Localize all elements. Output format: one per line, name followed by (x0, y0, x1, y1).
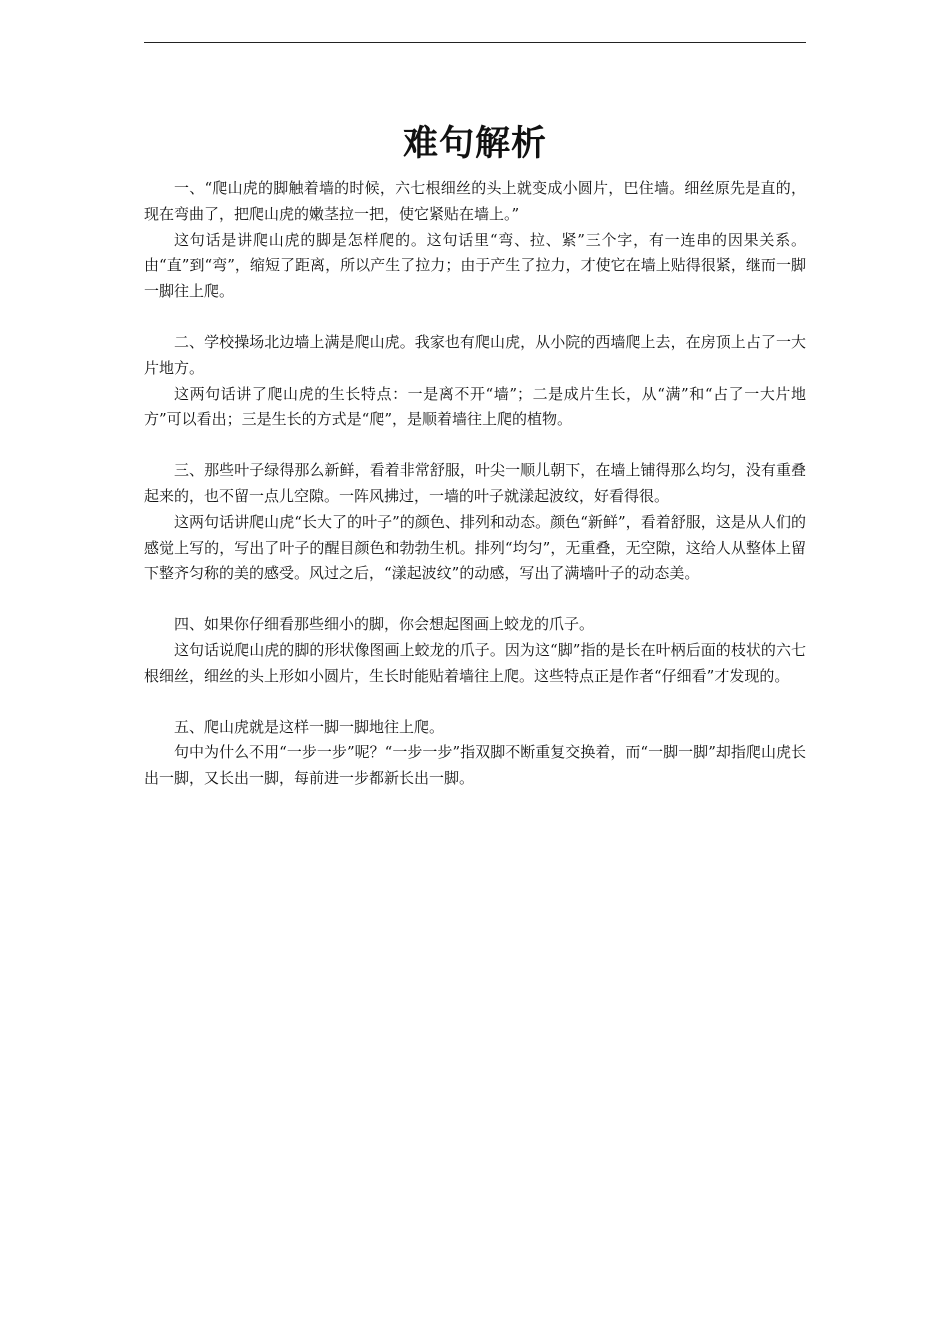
page-title: 难句解析 (402, 124, 547, 164)
section-analysis: 这两句话讲爬山虎“长大了的叶子”的颜色、排列和动态。颜色“新鲜”，看着舒服，这是从人们的感觉上写的，写出了叶子的醒目颜色和勃勃生机。排列“均匀”，无重叠，无空隙，这给人从整体上留下整齐匀称的美的感受。风过之后，“漾起波纹”的动感，写出了满墙叶子的动态美。 (144, 512, 806, 583)
section-analysis: 这句话是讲爬山虎的脚是怎样爬的。这句话里“弯、拉、紧”三个字，有一连串的因果关系。由“直”到“弯”，缩短了距离，所以产生了拉力；由于产生了拉力，才使它在墙上贴得很紧，继而一脚一脚往上爬。 (144, 230, 806, 301)
section-analysis: 这句话说爬山虎的脚的形状像图画上蛟龙的爪子。因为这“脚”指的是长在叶柄后面的枝状的六七根细丝，细丝的头上形如小圆片，生长时能贴着墙往上爬。这些特点正是作者“仔细看”才发现的。 (144, 640, 806, 685)
section-sentence: 二、学校操场北边墙上满是爬山虎。我家也有爬山虎，从小院的西墙爬上去，在房顶上占了一大片地方。 (144, 332, 806, 377)
section-sentence: 三、那些叶子绿得那么新鲜，看着非常舒服，叶尖一顺儿朝下，在墙上铺得那么均匀，没有重叠起来的，也不留一点儿空隙。一阵风拂过，一墙的叶子就漾起波纹，好看得很。 (144, 461, 806, 505)
section-1 (144, 176, 806, 305)
section-sentence: 一、“爬山虎的脚触着墙的时候，六七根细丝的头上就变成小圆片，巴住墙。细丝原先是直的，现在弯曲了，把爬山虎的嫩茎拉一把，使它紧贴在墙上。” (144, 179, 806, 223)
section-sentence: 五、爬山虎就是这样一脚一脚地往上爬。 (174, 717, 445, 736)
section-4 (144, 612, 806, 689)
section-sentence: 四、如果你仔细看那些细小的脚，你会想起图画上蛟龙的爪子。 (174, 615, 595, 634)
header-rule (144, 42, 806, 43)
document-body (144, 176, 806, 817)
section-3 (144, 458, 806, 587)
section-analysis: 这两句话讲了爬山虎的生长特点：一是离不开“墙”；二是成片生长，从“满”和“占了一大片地方”可以看出；三是生长的方式是“爬”，是顺着墙往上爬的植物。 (144, 384, 806, 429)
section-5 (144, 715, 806, 792)
section-analysis: 句中为什么不用“一步一步”呢？“一步一步”指双脚不断重复交换着，而“一脚一脚”却指爬山虎长出一脚，又长出一脚，每前进一步都新长出一脚。 (144, 743, 806, 788)
section-2 (144, 330, 806, 433)
